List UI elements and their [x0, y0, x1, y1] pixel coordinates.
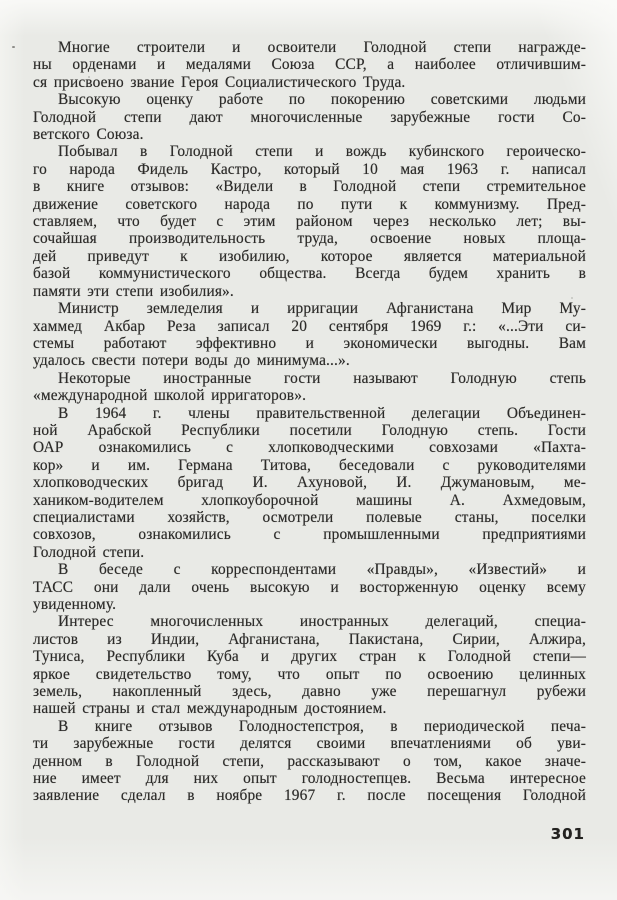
paragraph — [33, 370, 586, 405]
text-line: увиденному. — [33, 596, 117, 613]
text-block — [33, 39, 586, 805]
text-line: яркое свидетельство тому, что опыт по освоению целинных — [33, 665, 586, 683]
page-number: 301 — [550, 825, 585, 843]
text-line: ти зарубежные гости делятся своими впечатлениями об уви- — [33, 735, 586, 753]
text-line: В книге отзывов Голодностепстроя, в периодической печа- — [58, 717, 586, 735]
text-line: нашей страны и стал международным достоянием. — [33, 700, 387, 718]
text-line: в книге отзывов: «Видели в Голодной степи стремительное — [33, 178, 586, 196]
text-line: движение советского народа по пути к коммунизму. Пред- — [33, 195, 586, 213]
paragraph — [33, 39, 586, 91]
text-line: денном в Голодной степи, рассказывают о том, какое значе- — [33, 752, 586, 770]
text-line: Высокую оценку работе по покорению советскими людьми — [58, 91, 586, 109]
text-line: базой коммунистического общества. Всегда будем хранить в — [33, 265, 586, 283]
text-line: сочайшая производительность труда, освоение новых площа- — [33, 230, 586, 248]
paragraph — [33, 718, 586, 805]
text-line: го народа Фидель Кастро, который 10 мая 1963 г. написал — [33, 160, 586, 178]
text-line: хаником-водителем хлопкоуборочной машины А. Ахмедовым, — [33, 491, 586, 509]
text-line: «международной школой ирригаторов». — [33, 387, 307, 405]
text-line: стемы работают эффективно и экономически выгодны. Вам — [33, 334, 586, 352]
text-line: Многие строители и освоители Голодной степи награжде- — [58, 39, 586, 56]
text-line: специалистами хозяйств, осмотрели полевые станы, поселки — [33, 508, 586, 526]
text-line: хлопководческих бригад И. Ахуновой, И. Джумановым, ме- — [33, 474, 586, 492]
text-line: ной Арабской Республики посетили Голодную степь. Гости — [33, 421, 586, 439]
text-line: ТАСС они дали очень высокую и восторженную оценку всему — [33, 578, 586, 596]
paragraph — [33, 561, 586, 613]
text-line: ОАР ознакомились с хлопководческими совхозами «Пахта- — [33, 439, 586, 457]
text-line: Министр земледелия и ирригации Афганистана Мир Му- — [58, 300, 586, 318]
text-line: ветского Союза. — [33, 126, 144, 144]
paragraph — [33, 613, 586, 717]
text-line: В 1964 г. члены правительственной делегации Объединен- — [58, 404, 586, 422]
text-line: Интерес многочисленных иностранных делегаций, специа- — [58, 613, 586, 631]
text-line: заявление сделал в ноябре 1967 г. после посещения Голодной — [33, 787, 586, 805]
paragraph — [33, 300, 586, 370]
text-line: Побывал в Голодной степи и вождь кубинского героическо- — [58, 143, 586, 161]
text-line: В беседе с корреспондентами «Правды», «Известий» и — [58, 561, 586, 579]
text-line: Голодной степи. — [33, 543, 145, 561]
text-line: ние имеет для них опыт голодностепцев. Весьма интересное — [33, 770, 586, 788]
text-line: земель, накопленный здесь, давно уже перешагнул рубежи — [33, 683, 586, 701]
text-line: Голодной степи дают многочисленные зарубежные гости Со- — [33, 108, 586, 126]
paragraph — [33, 143, 586, 300]
scan-speck — [12, 46, 15, 48]
text-line: дей приведут к изобилию, которое является материальной — [33, 247, 586, 265]
paragraph — [33, 405, 586, 562]
text-line: хаммед Акбар Реза записал 20 сентября 1969 г.: «...Эти си- — [33, 317, 586, 335]
text-line: Некоторые иностранные гости называют Голодную степь — [58, 369, 586, 387]
text-line: ны орденами и медалями Союза ССР, а наиболее отличившим- — [33, 56, 586, 74]
text-line: ся присвоено звание Героя Социалистического Труда. — [33, 73, 406, 91]
text-line: совхозов, ознакомились с промышленными предприятиями — [33, 526, 586, 544]
text-line: ставляем, что будет с этим районом через несколько лет; вы- — [33, 213, 586, 231]
text-line: кор» и им. Германа Титова, беседовали с руководителями — [33, 456, 586, 474]
text-line: Туниса, Республики Куба и других стран к Голодной степи— — [33, 648, 586, 666]
text-line: памяти эти степи изобилия». — [33, 282, 234, 300]
text-line: листов из Индии, Афганистана, Пакистана, Сирии, Алжира, — [33, 630, 586, 648]
text-line: удалось свести потери воды до минимума...». — [33, 352, 350, 370]
paragraph — [33, 91, 586, 143]
